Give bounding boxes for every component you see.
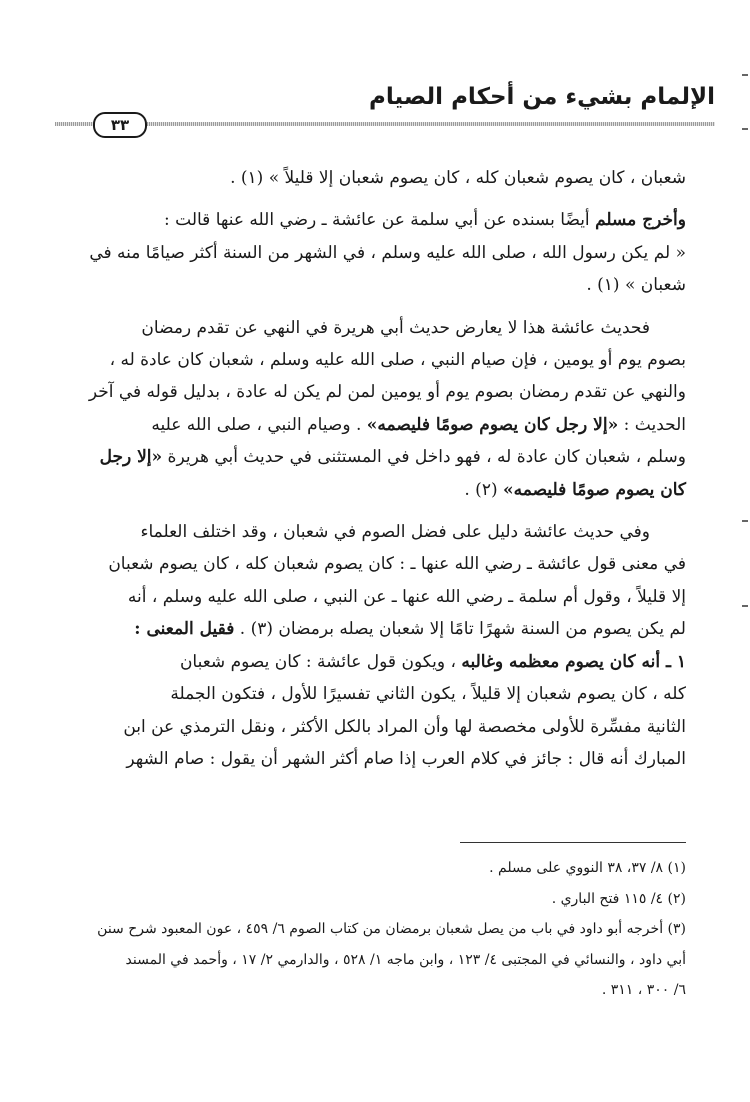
footnote: (٣) أخرجه أبو داود في باب من يصل شعبان برمضان من كتاب الصوم ٦/ ٤٥٩ ، عون المعبود شرح سنن <box>97 921 686 937</box>
header-rule <box>55 122 715 126</box>
text-line: شعبان ، كان يصوم شعبان كله ، كان يصوم شعبان إلا قليلاً » (١) . <box>230 168 686 188</box>
bold-phrase: فقيل المعنى : <box>134 619 235 640</box>
margin-mark <box>742 605 748 607</box>
text-line: ١ ـ أنه كان يصوم معظمه وغالبه ، ويكون قول عائشة : كان يصوم شعبان <box>179 651 686 672</box>
text-line: بصوم يوم أو يومين ، فإن صيام النبي ، صلى الله عليه وسلم ، شعبان كان عادة له ، <box>109 350 686 371</box>
footnote: (١) ٨/ ٣٧، ٣٨ النووي على مسلم . <box>489 860 686 876</box>
bold-phrase: «إلا رجل <box>99 447 163 468</box>
text-line: والنهي عن تقدم رمضان بصوم يوم أو يومين لمن لم يكن له عادة ، بدليل قوله في آخر <box>88 382 686 403</box>
text-line: الحديث : «إلا رجل كان يصوم صومًا فليصمه» . وصيام النبي ، صلى الله عليه <box>151 414 686 435</box>
text-line: كله ، كان يصوم شعبان إلا قليلاً ، يكون الثاني تفسيرًا للأول ، فتكون الجملة <box>170 684 686 705</box>
main-text <box>68 162 686 775</box>
text-line: وفي حديث عائشة دليل على فضل الصوم في شعبان ، وقد اختلف العلماء <box>140 522 650 543</box>
footnotes <box>68 855 686 1008</box>
text-line: في معنى قول عائشة ـ رضي الله عنها ـ : كان يصوم شعبان كله ، كان يصوم شعبان <box>108 554 686 575</box>
text-line: فحديث عائشة هذا لا يعارض حديث أبي هريرة في النهي عن تقدم رمضان <box>141 317 650 338</box>
text-line: وأخرج مسلم أيضًا بسنده عن أبي سلمة عن عائشة ـ رضي الله عنها قالت : <box>164 210 686 231</box>
bold-phrase: «إلا رجل كان يصوم صومًا فليصمه» <box>366 414 619 435</box>
bold-phrase: ١ ـ أنه كان يصوم معظمه وغالبه <box>461 651 686 672</box>
text-line: « لم يكن رسول الله ، صلى الله عليه وسلم ، في الشهر من السنة أكثر صيامًا منه في <box>89 242 686 263</box>
footnote-continuation: أبي داود ، والنسائي في المجتبى ٤/ ١٢٣ ، وابن ماجه ١/ ٥٢٨ ، والدارمي ٢/ ١٧ ، وأحمد في المسند <box>125 951 686 968</box>
margin-mark <box>742 128 748 130</box>
running-header <box>55 78 715 138</box>
text-line: وسلم ، شعبان كان عادة له ، فهو داخل في المستثنى في حديث أبي هريرة «إلا رجل <box>99 447 686 468</box>
page-number: ٣٣ <box>93 112 147 138</box>
margin-mark <box>742 74 748 76</box>
bold-phrase: وأخرج مسلم <box>595 210 686 231</box>
text-line: لم يكن يصوم من السنة شهرًا تامًا إلا شعبان يصله برمضان (٣) . فقيل المعنى : <box>134 619 686 640</box>
text-line: الثانية مفسِّرة للأولى مخصصة لها وأن المراد بالكل الأكثر ، ونقل الترمذي عن ابن <box>123 716 686 737</box>
footnote-continuation: ٦/ ٣٠٠ ، ٣١١ . <box>601 982 686 998</box>
running-title: الإلمام بشيء من أحكام الصيام <box>369 84 715 110</box>
footnote: (٢) ٤/ ١١٥ فتح الباري . <box>551 890 686 907</box>
text-line: إلا قليلاً ، وقول أم سلمة ـ رضي الله عنها ـ عن النبي ، صلى الله عليه وسلم ، أنه <box>127 586 686 607</box>
bold-phrase: كان يصوم صومًا فليصمه» <box>503 479 686 500</box>
text-line: المبارك أنه قال : جائز في كلام العرب إذا صام أكثر الشهر أن يقول : صام الشهر <box>126 748 686 769</box>
text-line: كان يصوم صومًا فليصمه» (٢) . <box>464 479 686 500</box>
margin-mark <box>742 520 748 522</box>
text-line: شعبان » (١) . <box>586 275 686 296</box>
footnote-separator <box>460 842 686 843</box>
